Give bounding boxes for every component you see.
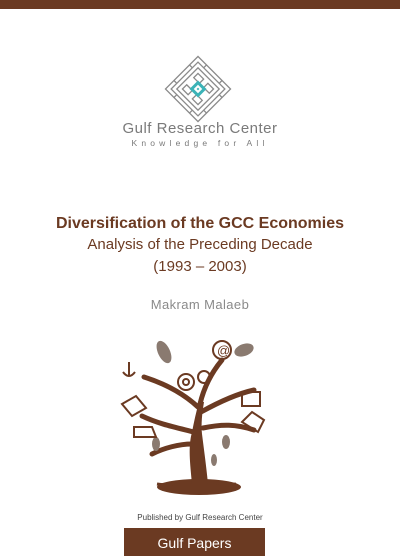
top-brand-bar: [0, 0, 400, 9]
publication-title: Diversification of the GCC Economies: [55, 215, 345, 232]
svg-text:@: @: [217, 343, 231, 358]
series-label: Gulf Papers: [124, 528, 265, 556]
publication-subtitle: Analysis of the Preceding Decade: [87, 236, 313, 253]
organization-name: Gulf Research Center: [122, 120, 278, 137]
publication-period: (1993 – 2003): [153, 258, 247, 275]
tree-of-industries-icon: [104, 332, 279, 500]
author-name: Makram Malaeb: [150, 297, 250, 312]
gulf-research-center-logo-icon: [163, 54, 233, 124]
organization-tagline: Knowledge for All: [131, 138, 269, 148]
publisher-line: Published by Gulf Research Center: [137, 513, 263, 522]
